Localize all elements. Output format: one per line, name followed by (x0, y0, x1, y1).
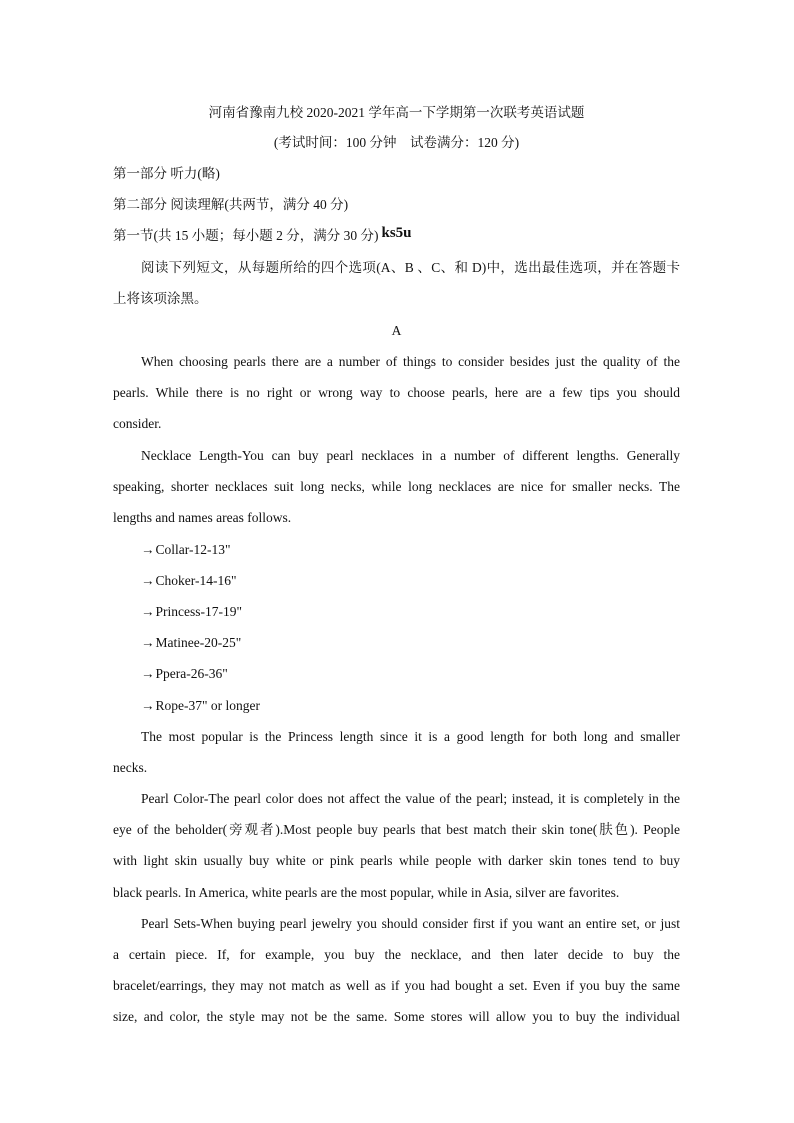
arrow-icon: → (141, 698, 155, 713)
paragraph-line: Necklace Length-You can buy pearl necklaces in a number of different lengths. Generally (141, 448, 680, 463)
list-item (141, 540, 708, 560)
paragraph-line: consider. (113, 416, 162, 431)
list-item (141, 571, 708, 591)
paragraph-line: a certain piece. If, for example, you buy the necklace, and then later decide to buy the (113, 947, 680, 962)
arrow-icon: → (141, 635, 155, 650)
exam-info: (考试时间：100 分钟 试卷满分：120 分) (273, 135, 520, 150)
list-item (141, 664, 708, 684)
paragraph-line: with light skin usually buy white or pink pearls while people with darker skin tones tend to buy (113, 853, 680, 868)
watermark-text: ks5u (381, 225, 412, 241)
part2-heading: 第二部分 阅读理解(共两节，满分 40 分) (113, 197, 349, 212)
instruction-line-1: 阅读下列短文，从每题所给的四个选项(A、B 、C、和 D)中，选出最佳选项，并在答题卡 (141, 260, 680, 275)
list-item-text: Rope-37" or longer (155, 698, 260, 713)
paragraph-line: black pearls. In America, white pearls are the most popular, while in Asia, silver are favorites. (113, 885, 620, 900)
paragraph-line: pearls. While there is no right or wrong way to choose pearls, here are a few tips you should (113, 385, 680, 400)
paragraph-line: When choosing pearls there are a number of things to consider besides just the quality of the (141, 354, 680, 369)
paragraph-line: size, and color, the style may not be the same. Some stores will allow you to buy the individual (113, 1009, 680, 1024)
list-item-text: Princess-17-19" (155, 604, 242, 619)
arrow-icon: → (141, 573, 155, 588)
list-item (141, 696, 708, 716)
paragraph-line: Pearl Sets-When buying pearl jewelry you should consider first if you want an entire set, or just (141, 916, 680, 931)
paragraph-line: speaking, shorter necklaces suit long necks, while long necklaces are nice for smaller necks. The (113, 479, 680, 494)
paragraph-line: bracelet/earrings, they may not match as well as if you had bought a set. Even if you buy the same (113, 978, 680, 993)
instruction-line-2: 上将该项涂黑。 (113, 291, 208, 306)
list-item-text: Matinee-20-25" (155, 635, 242, 650)
paragraph-line: Pearl Color-The pearl color does not affect the value of the pearl; instead, it is completely in the (141, 791, 680, 806)
paragraph-line: necks. (113, 760, 148, 775)
section1-heading (113, 226, 680, 246)
list-item (141, 633, 708, 653)
list-item-text: Collar-12-13" (155, 542, 231, 557)
arrow-icon: → (141, 542, 155, 557)
page-title: 河南省豫南九校 2020-2021 学年高一下学期第一次联考英语试题 (208, 105, 585, 120)
list-item (141, 602, 708, 622)
section1-heading-text: 第一节(共 15 小题；每小题 2 分，满分 30 分) (113, 228, 379, 243)
list-item-text: Choker-14-16" (155, 573, 237, 588)
paragraph-line: eye of the beholder(旁观者).Most people buy pearls that best match their skin tone(肤色). People (113, 822, 680, 837)
arrow-icon: → (141, 666, 155, 681)
paragraph-line: lengths and names areas follows. (113, 510, 292, 525)
list-item-text: Ppera-26-36" (155, 666, 228, 681)
part1-heading: 第一部分 听力(略) (113, 166, 220, 181)
arrow-icon: → (141, 604, 155, 619)
passage-label: A (391, 323, 402, 338)
paragraph-line: The most popular is the Princess length since it is a good length for both long and smaller (141, 729, 680, 744)
